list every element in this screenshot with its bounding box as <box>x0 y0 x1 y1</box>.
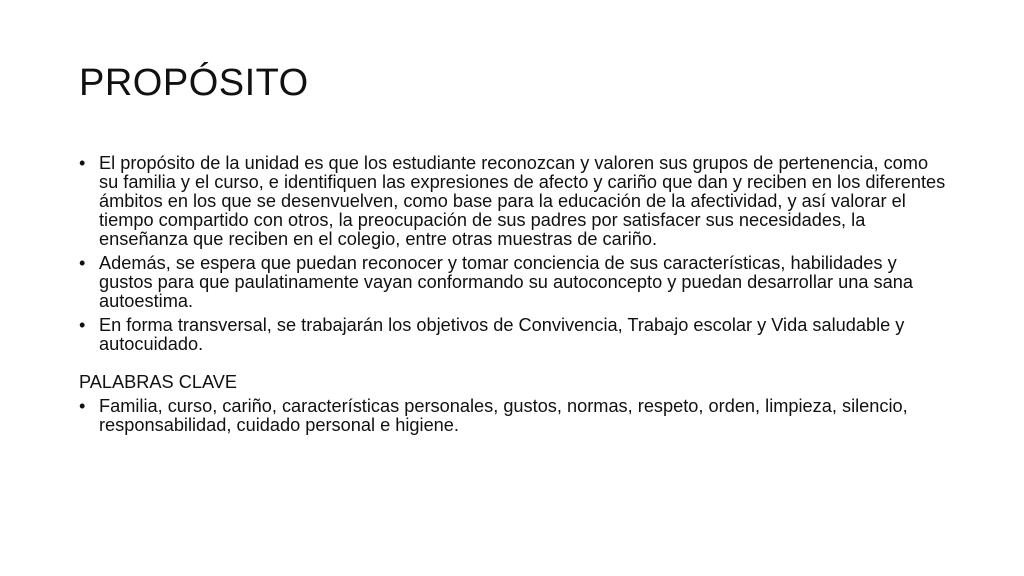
purpose-bullet: • En forma transversal, se trabajarán los objetivos de Convivencia, Trabajo escolar y Vida saludable y autocuidado. <box>79 316 949 354</box>
purpose-bullet: • El propósito de la unidad es que los estudiante reconozcan y valoren sus grupos de pertenencia, como su familia y el curso, e identifiquen las expresiones de afecto y cariño que dan y reciben en los diferentes ámbitos en los que se desenvuelven, como base para la educación de la afectividad, y así valorar el tiempo compartido con otros, la preocupación de sus padres por satisfacer sus necesidades, la enseñanza que reciben en el colegio, entre otras muestras de cariño. <box>79 154 949 249</box>
purpose-bullet: • Además, se espera que puedan reconocer y tomar conciencia de sus características, habilidades y gustos para que paulatinamente vayan conformando su autoconcepto y puedan desarrollar una sana autoestima. <box>79 254 949 311</box>
keywords-heading: PALABRAS CLAVE <box>79 372 238 392</box>
slide-content <box>79 154 949 440</box>
purpose-bullet-list <box>79 154 949 354</box>
keywords-bullet-list <box>79 397 949 435</box>
slide-title: PROPÓSITO <box>79 62 309 104</box>
keywords-bullet: • Familia, curso, cariño, características personales, gustos, normas, respeto, orden, limpieza, silencio, responsabilidad, cuidado personal e higiene. <box>79 397 949 435</box>
